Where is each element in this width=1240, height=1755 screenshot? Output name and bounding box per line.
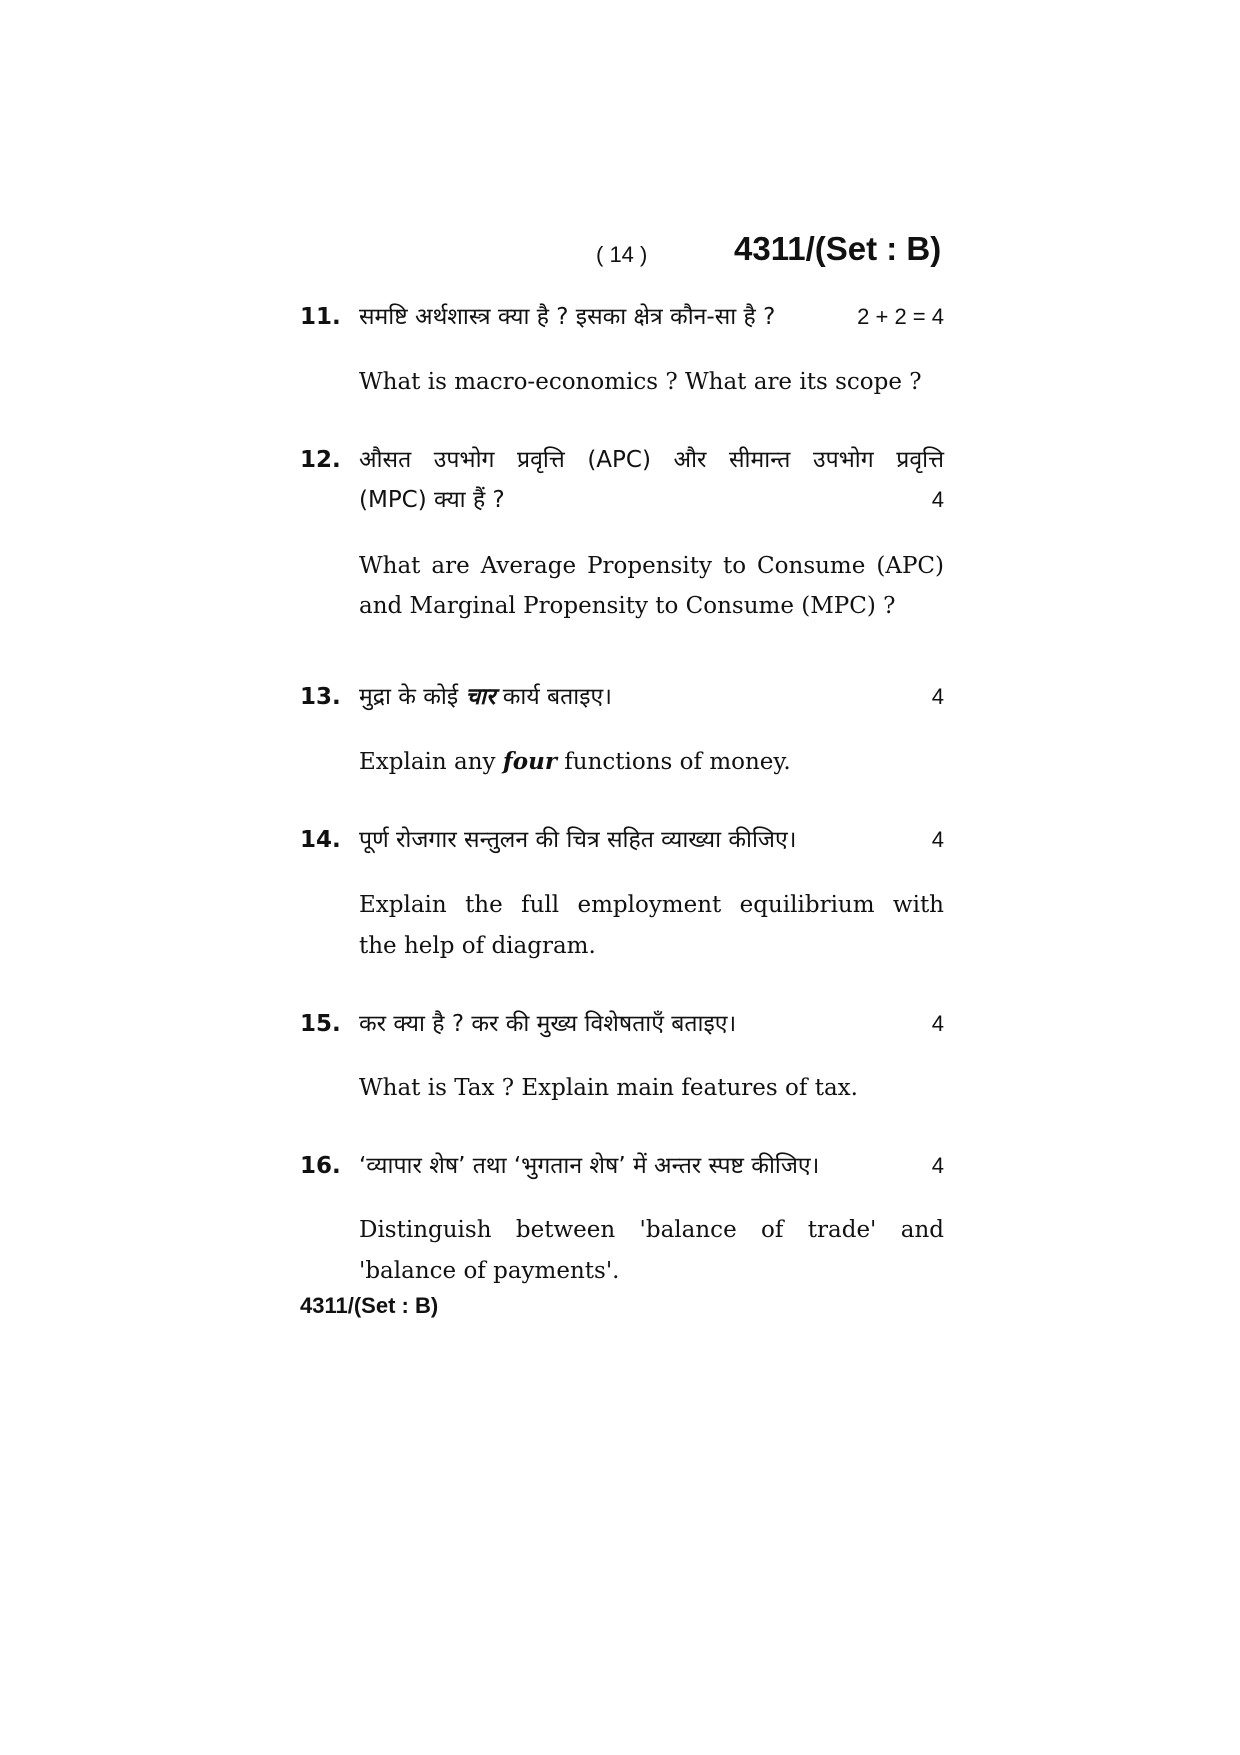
question-english-line-1: Distinguish between 'balance of trade' and — [359, 1217, 944, 1243]
question-marks: 4 — [931, 1011, 944, 1036]
question-english-line-1: What are Average Propensity to Consume (APC) — [359, 553, 944, 579]
question-english-text: What is Tax ? Explain main features of tax. — [359, 1075, 858, 1101]
question-hindi-text — [359, 677, 944, 717]
paper-set-code: 4311/(Set : B) — [734, 230, 942, 267]
question-hindi-text: ‘व्यापार शेष’ तथा ‘भुगतान शेष’ में अन्तर स्पष्ट कीजिए। — [359, 1153, 820, 1179]
question-english-text — [359, 741, 944, 783]
question-english-text: What is macro-economics ? What are its scope ? — [359, 369, 922, 395]
question-english-line-2: and Marginal Propensity to Consume (MPC) ? — [359, 593, 896, 619]
question-number: 13. — [300, 684, 341, 710]
question-english-line-2: the help of diagram. — [359, 933, 596, 959]
question-hindi-line-1: औसत उपभोग प्रवृत्ति (APC) और सीमान्त उपभोग प्रवृत्ति — [359, 447, 944, 473]
question-number: 16. — [300, 1153, 341, 1179]
question-hindi-text: पूर्ण रोजगार सन्तुलन की चित्र सहित व्याख्या कीजिए। — [359, 827, 797, 853]
question-number: 12. — [300, 447, 341, 473]
page-number: ( 14 ) — [596, 242, 648, 267]
question-number: 14. — [300, 827, 341, 853]
question-hindi-line-2: (MPC) क्या हैं ? — [359, 487, 505, 513]
footer-set-code: 4311/(Set : B) — [300, 1293, 439, 1318]
page-header — [0, 230, 1240, 280]
hindi-text-post: कार्य बताइए। — [502, 684, 612, 710]
english-text-post: functions of money. — [564, 749, 791, 775]
english-text-pre: Explain any — [359, 749, 496, 775]
question-marks: 2 + 2 = 4 — [857, 304, 944, 329]
question-marks: 4 — [931, 487, 944, 512]
question-english-line-1: Explain the full employment equilibrium with — [359, 892, 944, 918]
english-emphasis: four — [502, 748, 557, 775]
question-hindi-text: समष्टि अर्थशास्त्र क्या है ? इसका क्षेत्र कौन-सा है ? — [359, 304, 776, 330]
question-marks: 4 — [931, 1153, 944, 1178]
hindi-text-pre: मुद्रा के कोई — [359, 684, 459, 710]
question-number: 15. — [300, 1011, 341, 1037]
hindi-emphasis: चार — [465, 684, 496, 710]
question-marks: 4 — [931, 827, 944, 852]
question-marks: 4 — [931, 684, 944, 709]
question-hindi-text: कर क्या है ? कर की मुख्य विशेषताएँ बताइए। — [359, 1011, 737, 1037]
question-number: 11. — [300, 304, 341, 330]
question-english-line-2: 'balance of payments'. — [359, 1258, 620, 1284]
